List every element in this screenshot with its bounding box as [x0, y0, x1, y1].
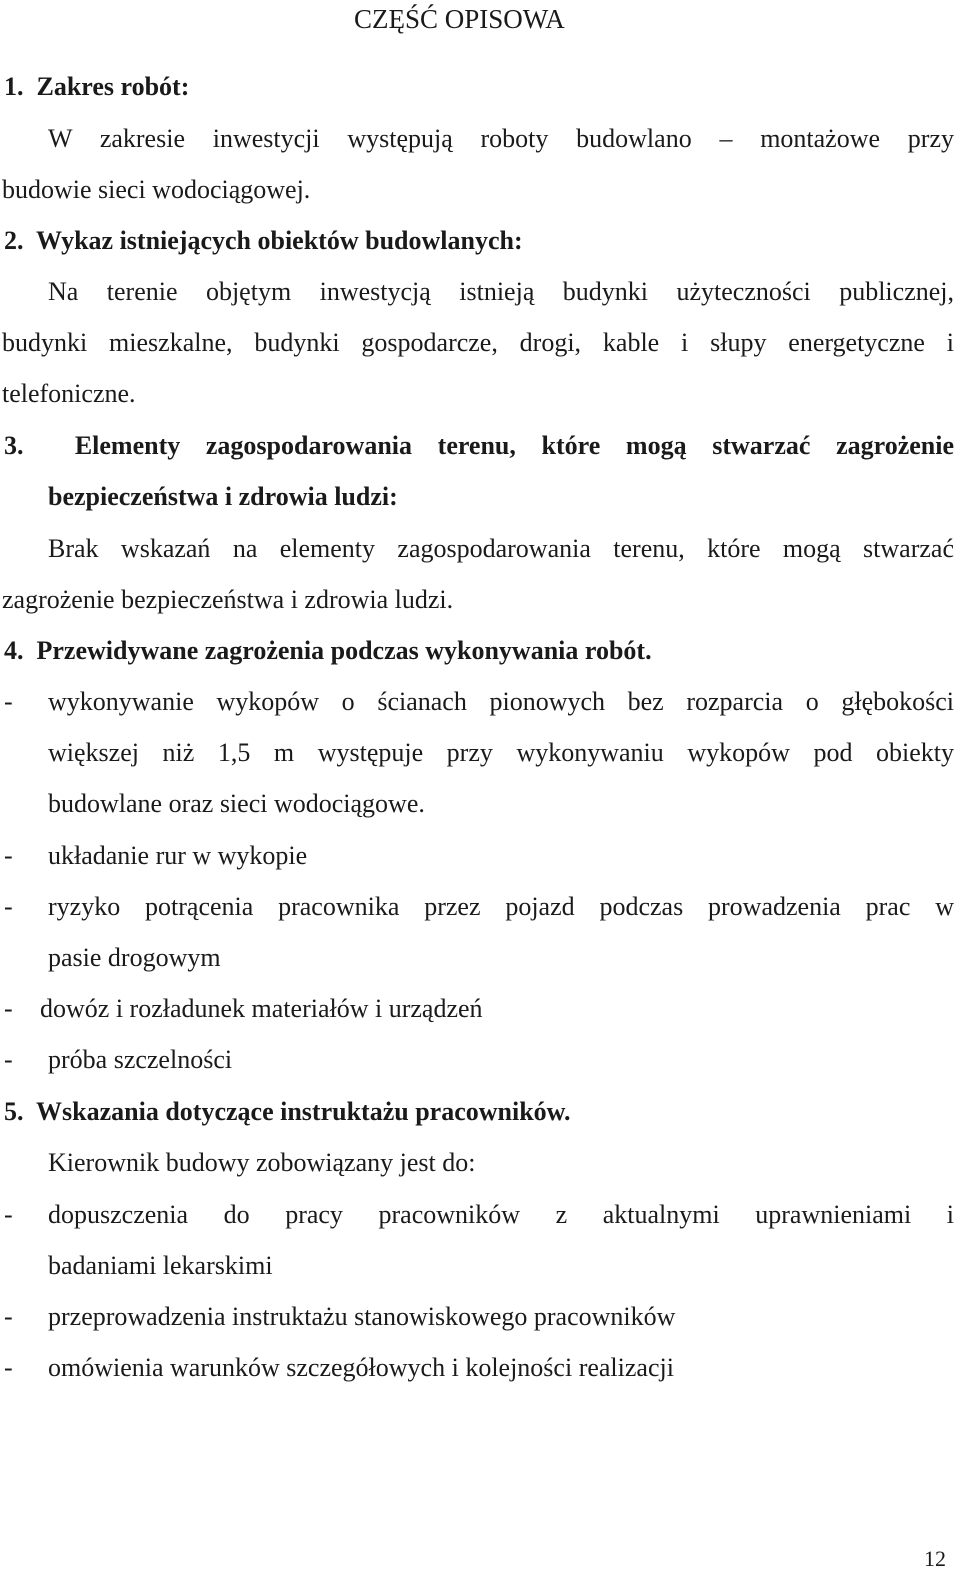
section-4-item-3-line-1: ryzyko potrącenia pracownika przez pojazd podczas prowadzenia prac w	[48, 892, 954, 921]
bullet-dash: -	[4, 994, 13, 1023]
bullet-dash: -	[4, 1200, 13, 1229]
section-2-line-1: Na terenie objętym inwestycją istnieją budynki użyteczności publicznej,	[48, 277, 954, 306]
section-5-item-3: omówienia warunków szczegółowych i kolejności realizacji	[48, 1353, 674, 1382]
section-2-line-2: budynki mieszkalne, budynki gospodarcze, drogi, kable i słupy energetyczne i	[2, 328, 954, 357]
section-4-item-1-line-2: większej niż 1,5 m występuje przy wykonywaniu wykopów pod obiekty	[48, 738, 954, 767]
section-1-line-2: budowie sieci wodociągowej.	[2, 175, 311, 204]
section-4-item-5: próba szczelności	[48, 1045, 233, 1074]
bullet-dash: -	[4, 1045, 13, 1074]
page-number: 12	[924, 1546, 946, 1571]
section-2-heading: 2. Wykaz istniejących obiektów budowlanych:	[4, 226, 523, 255]
section-4-item-1-line-3: budowlane oraz sieci wodociągowe.	[48, 789, 425, 818]
bullet-dash: -	[4, 1302, 13, 1331]
section-5-item-2: przeprowadzenia instruktażu stanowiskowego pracowników	[48, 1302, 676, 1331]
bullet-dash: -	[4, 892, 13, 921]
section-4-heading: 4. Przewidywane zagrożenia podczas wykonywania robót.	[4, 636, 652, 665]
bullet-dash: -	[4, 841, 13, 870]
page-title: CZĘŚĆ OPISOWA	[354, 4, 565, 34]
section-4-item-3-line-2: pasie drogowym	[48, 943, 221, 972]
section-4-item-2: układanie rur w wykopie	[48, 841, 308, 870]
section-1-line-1: W zakresie inwestycji występują roboty budowlano – montażowe przy	[48, 124, 954, 153]
section-3-heading-line-1: 3. Elementy zagospodarowania terenu, które mogą stwarzać zagrożenie	[4, 431, 954, 460]
section-4-item-4: dowóz i rozładunek materiałów i urządzeń	[40, 994, 483, 1023]
section-3-line-2: zagrożenie bezpieczeństwa i zdrowia ludzi.	[2, 585, 454, 614]
section-5-item-1-line-2: badaniami lekarskimi	[48, 1251, 273, 1280]
bullet-dash: -	[4, 687, 13, 716]
section-5-item-1-line-1: dopuszczenia do pracy pracowników z aktualnymi uprawnieniami i	[48, 1200, 954, 1229]
section-5-heading: 5. Wskazania dotyczące instruktażu pracowników.	[4, 1097, 571, 1126]
section-4-item-1-line-1: wykonywanie wykopów o ścianach pionowych bez rozparcia o głębokości	[48, 687, 954, 716]
section-2-line-3: telefoniczne.	[2, 379, 136, 408]
section-5-intro: Kierownik budowy zobowiązany jest do:	[48, 1148, 476, 1177]
section-3-heading-line-2: bezpieczeństwa i zdrowia ludzi:	[48, 482, 398, 511]
bullet-dash: -	[4, 1353, 13, 1382]
section-3-line-1: Brak wskazań na elementy zagospodarowania terenu, które mogą stwarzać	[48, 534, 954, 563]
section-1-heading: 1. Zakres robót:	[4, 72, 190, 101]
